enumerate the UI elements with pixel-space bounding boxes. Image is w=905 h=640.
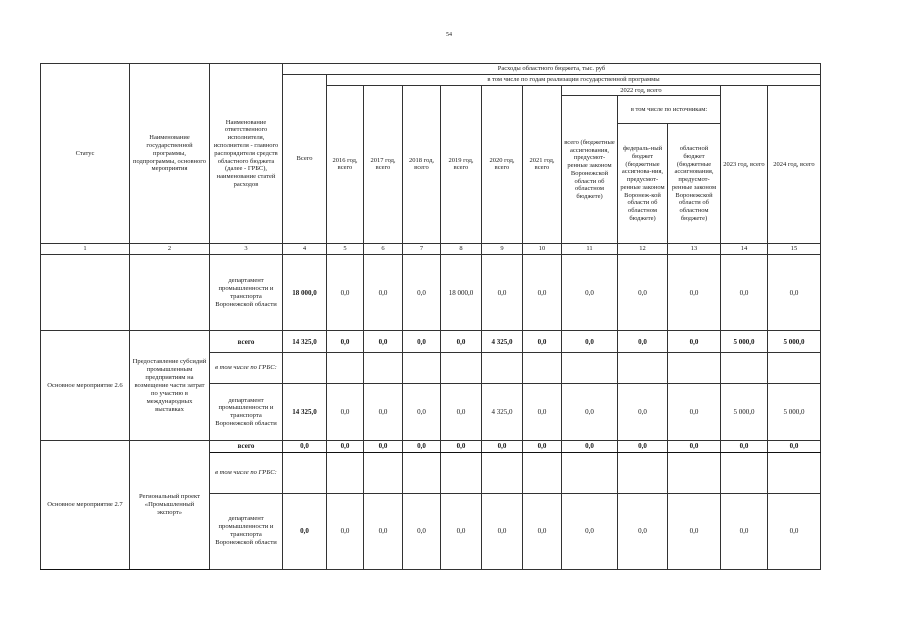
total-cell	[283, 353, 327, 384]
value-cell: 0,0	[523, 255, 562, 331]
value-cell	[403, 353, 441, 384]
total-cell: 14 325,0	[283, 331, 327, 353]
header-2018: 2018 год, всего	[403, 85, 441, 244]
value-cell	[721, 452, 768, 493]
col-number: 6	[364, 244, 403, 255]
value-cell: 0,0	[441, 384, 482, 441]
executor-cell: департамент промышленности и транспорта Воронежской области	[210, 255, 283, 331]
col-number: 3	[210, 244, 283, 255]
value-cell: 0,0	[618, 384, 668, 441]
value-cell: 0,0	[562, 255, 618, 331]
value-cell: 0,0	[327, 384, 364, 441]
header-2024: 2024 год, всего	[768, 85, 821, 244]
table-row	[41, 255, 821, 331]
value-cell: 0,0	[618, 331, 668, 353]
value-cell: 0,0	[523, 384, 562, 441]
value-cell: 0,0	[327, 331, 364, 353]
status-cell: Основное мероприятие 2.6	[41, 331, 130, 441]
header-2023: 2023 год, всего	[721, 85, 768, 244]
budget-table	[40, 63, 821, 570]
value-cell: 0,0	[668, 255, 721, 331]
value-cell: 0,0	[668, 441, 721, 452]
value-cell	[441, 353, 482, 384]
value-cell	[327, 452, 364, 493]
status-cell: Основное мероприятие 2.7	[41, 441, 130, 569]
col-number: 4	[283, 244, 327, 255]
value-cell	[441, 452, 482, 493]
value-cell: 0,0	[668, 384, 721, 441]
value-cell: 0,0	[482, 255, 523, 331]
executor-cell: департамент промышленности и транспорта Воронежской области	[210, 384, 283, 441]
value-cell	[618, 353, 668, 384]
total-cell: 0,0	[283, 441, 327, 452]
total-cell: 0,0	[283, 493, 327, 569]
col-number: 9	[482, 244, 523, 255]
value-cell: 0,0	[403, 384, 441, 441]
col-number: 15	[768, 244, 821, 255]
value-cell: 0,0	[364, 493, 403, 569]
value-cell: 0,0	[403, 255, 441, 331]
executor-cell: всего	[210, 441, 283, 452]
value-cell: 5 000,0	[721, 384, 768, 441]
value-cell: 0,0	[618, 441, 668, 452]
value-cell: 0,0	[364, 441, 403, 452]
value-cell: 0,0	[668, 493, 721, 569]
col-number: 8	[441, 244, 482, 255]
value-cell	[327, 353, 364, 384]
value-cell: 0,0	[562, 331, 618, 353]
value-cell	[618, 452, 668, 493]
executor-cell: в том числе по ГРБС:	[210, 353, 283, 384]
header-expenses-title: Расходы областного бюджета, тыс. руб	[283, 64, 821, 75]
value-cell: 0,0	[721, 493, 768, 569]
value-cell: 5 000,0	[768, 384, 821, 441]
col-number: 7	[403, 244, 441, 255]
value-cell	[403, 452, 441, 493]
value-cell: 0,0	[403, 331, 441, 353]
status-cell	[41, 255, 130, 331]
value-cell: 0,0	[327, 255, 364, 331]
header-by-years: в том числе по годам реализации государственной программы	[327, 74, 821, 85]
header-total: Всего	[283, 74, 327, 244]
header-by-sources: в том числе по источникам:	[618, 96, 721, 124]
executor-cell: в том числе по ГРБС:	[210, 452, 283, 493]
value-cell: 0,0	[441, 493, 482, 569]
value-cell	[482, 353, 523, 384]
header-2017: 2017 год, всего	[364, 85, 403, 244]
value-cell: 0,0	[403, 493, 441, 569]
header-2022: 2022 год, всего	[562, 85, 721, 96]
executor-cell: всего	[210, 331, 283, 353]
program-name-cell: Региональный проект «Промышленный экспорт»	[130, 441, 210, 569]
value-cell: 0,0	[562, 441, 618, 452]
col-number: 12	[618, 244, 668, 255]
total-cell: 14 325,0	[283, 384, 327, 441]
page-number: 54	[446, 32, 452, 38]
value-cell	[482, 452, 523, 493]
value-cell	[523, 353, 562, 384]
header-2021: 2021 год, всего	[523, 85, 562, 244]
executor-cell: департамент промышленности и транспорта Воронежской области	[210, 493, 283, 569]
value-cell	[668, 452, 721, 493]
value-cell: 0,0	[721, 441, 768, 452]
value-cell: 0,0	[562, 384, 618, 441]
header-2019: 2019 год, всего	[441, 85, 482, 244]
value-cell: 0,0	[482, 493, 523, 569]
table-row	[41, 441, 821, 452]
value-cell	[562, 353, 618, 384]
value-cell: 4 325,0	[482, 384, 523, 441]
value-cell: 0,0	[403, 441, 441, 452]
value-cell: 0,0	[618, 255, 668, 331]
program-name-cell: Предоставление субсидий промышленным предприятиям на возмещение части затрат по участию в международных выставках	[130, 331, 210, 441]
col-number: 13	[668, 244, 721, 255]
value-cell	[768, 452, 821, 493]
value-cell: 18 000,0	[441, 255, 482, 331]
value-cell: 0,0	[523, 331, 562, 353]
col-number: 11	[562, 244, 618, 255]
value-cell	[562, 452, 618, 493]
value-cell: 0,0	[562, 493, 618, 569]
value-cell: 0,0	[523, 493, 562, 569]
value-cell: 0,0	[327, 493, 364, 569]
header-regional: областной бюджет (бюджетные ассигнования, предусмот-ренные законом Воронежской области об областном бюджете)	[668, 124, 721, 244]
value-cell: 5 000,0	[721, 331, 768, 353]
value-cell: 0,0	[327, 441, 364, 452]
value-cell: 0,0	[768, 441, 821, 452]
value-cell	[523, 452, 562, 493]
value-cell: 0,0	[618, 493, 668, 569]
header-status: Статус	[41, 64, 130, 244]
value-cell: 0,0	[721, 255, 768, 331]
col-number: 1	[41, 244, 130, 255]
col-number: 14	[721, 244, 768, 255]
col-number: 5	[327, 244, 364, 255]
value-cell: 4 325,0	[482, 331, 523, 353]
value-cell	[364, 452, 403, 493]
value-cell: 0,0	[441, 441, 482, 452]
value-cell	[668, 353, 721, 384]
value-cell: 0,0	[364, 331, 403, 353]
header-federal: федераль-ный бюджет (бюджетные ассигнова-ния, предусмот-ренные законом Воронеж-кой области об областном бюджете)	[618, 124, 668, 244]
value-cell: 0,0	[668, 331, 721, 353]
value-cell	[364, 353, 403, 384]
header-2016: 2016 год, всего	[327, 85, 364, 244]
value-cell: 0,0	[768, 493, 821, 569]
value-cell: 0,0	[768, 255, 821, 331]
value-cell	[768, 353, 821, 384]
value-cell: 0,0	[364, 255, 403, 331]
value-cell: 0,0	[441, 331, 482, 353]
header-2022-total: всего (бюджетные ассигнования, предусмот-ренные законом Воронежской области об областном бюджете)	[562, 96, 618, 244]
header-2020: 2020 год, всего	[482, 85, 523, 244]
header-program-name: Наименование государственной программы, подпрограммы, основного мероприятия	[130, 64, 210, 244]
header-executor: Наименование ответственного исполнителя, исполнителя - главного распорядителя средств областного бюджета (далее - ГРБС), наименование статей расходов	[210, 64, 283, 244]
value-cell: 0,0	[364, 384, 403, 441]
value-cell: 5 000,0	[768, 331, 821, 353]
total-cell	[283, 452, 327, 493]
value-cell	[721, 353, 768, 384]
col-number: 2	[130, 244, 210, 255]
value-cell: 0,0	[482, 441, 523, 452]
program-name-cell	[130, 255, 210, 331]
table-row	[41, 331, 821, 353]
value-cell: 0,0	[523, 441, 562, 452]
total-cell: 18 000,0	[283, 255, 327, 331]
col-number: 10	[523, 244, 562, 255]
